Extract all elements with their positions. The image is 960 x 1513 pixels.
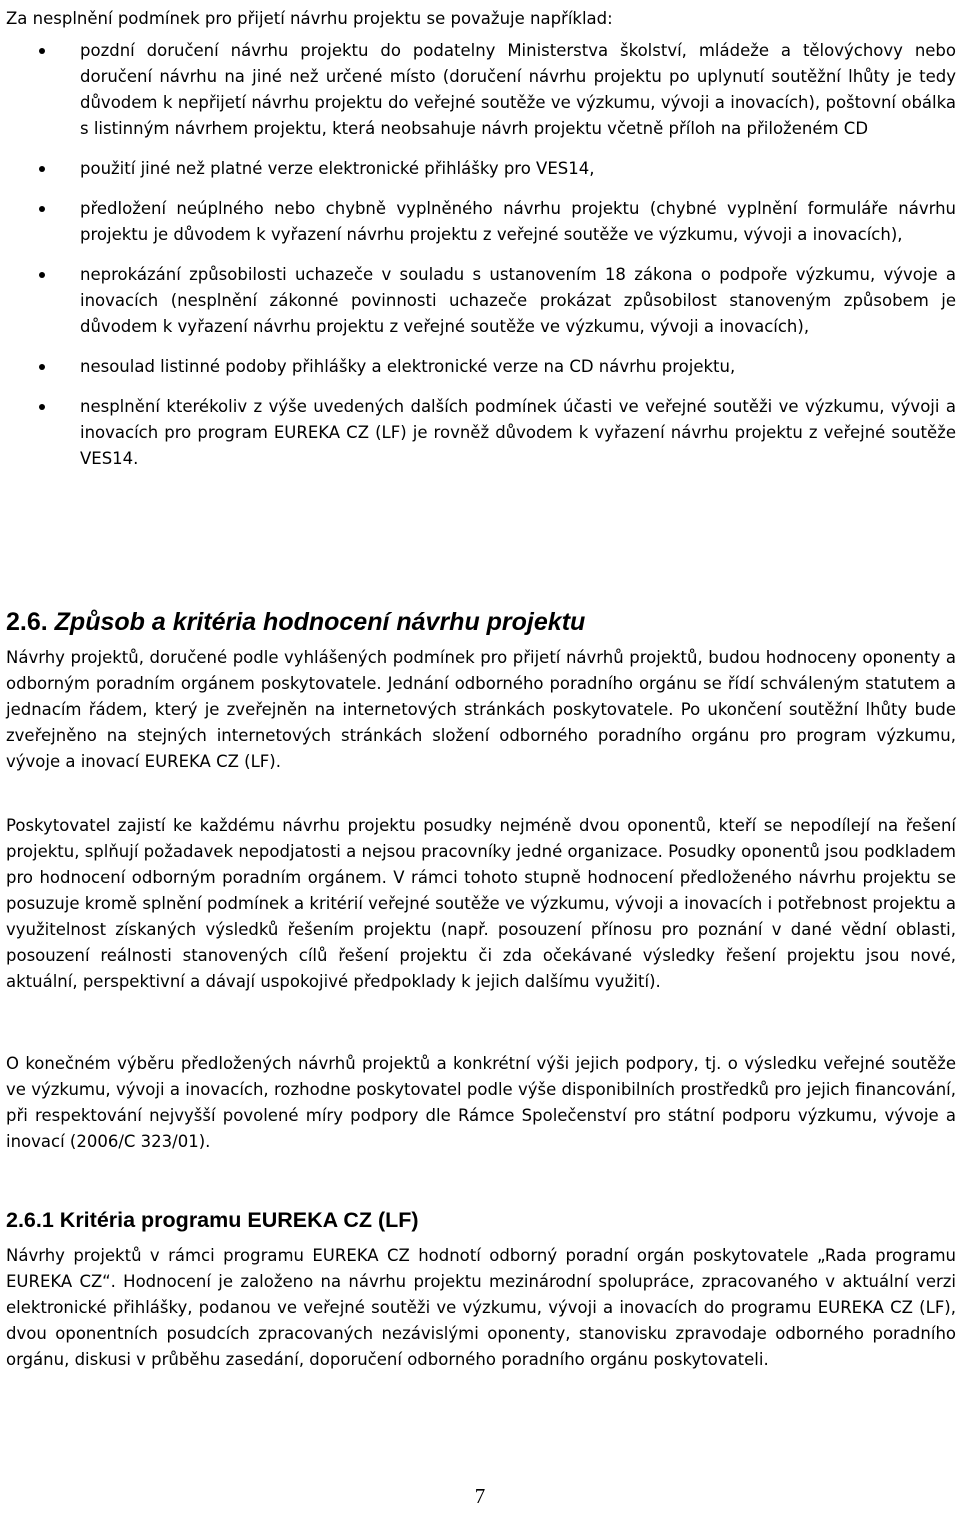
list-item: pozdní doručení návrhu projektu do podatelny Ministerstva školství, mládeže a tělovýchovy nebo doručení návrhu na jiné než určené místo (doručení návrhu projektu po uplynutí soutěžní lhůty je tedy důvodem k nepřijetí návrhu projektu do veřejné soutěže ve výzkumu, vývoji a inovacích), poštovní obálka s listinným návrhem projektu, která neobsahuje návrh projektu včetně příloh na přiloženém CD	[0, 38, 956, 142]
conditions-list	[0, 38, 956, 486]
list-item: použití jiné než platné verze elektronické přihlášky pro VES14,	[0, 156, 956, 182]
list-item: nesoulad listinné podoby přihlášky a elektronické verze na CD návrhu projektu,	[0, 354, 956, 380]
page-number: 7	[474, 1484, 486, 1508]
paragraph-evaluation: Návrhy projektů, doručené podle vyhlášených podmínek pro přijetí návrhů projektů, budou hodnoceny oponenty a odborným poradním orgánem poskytovatele. Jednání odborného poradního orgánu se řídí schváleným statutem a jednacím řádem, který je zveřejněn na internetových stránkách poskytovatele. Po ukončení soutěžní lhůty bude zveřejněno na stejných internetových stránkách složení odborného poradního orgánu pro program výzkumu, vývoje a inovací EUREKA CZ (LF).	[6, 648, 956, 771]
list-item: neprokázání způsobilosti uchazeče v souladu s ustanovením 18 zákona o podpoře výzkumu, vývoje a inovacích (nesplnění zákonné povinnosti uchazeče prokázat způsobilost stanoveným způsobem je důvodem k vyřazení návrhu projektu z veřejné soutěže ve výzkumu, vývoji a inovacích),	[0, 262, 956, 340]
subsection-heading: 2.6.1 Kritéria programu EUREKA CZ (LF)	[6, 1208, 419, 1232]
intro-text: Za nesplnění podmínek pro přijetí návrhu projektu se považuje například:	[6, 9, 613, 28]
section-title: Způsob a kritéria hodnocení návrhu projektu	[54, 608, 586, 636]
section-number: 2.6.	[6, 608, 48, 636]
paragraph-eureka-criteria: Návrhy projektů v rámci programu EUREKA CZ hodnotí odborný poradní orgán poskytovatele „Rada programu EUREKA CZ“. Hodnocení je založeno na návrhu projektu mezinárodní spolupráce, zpracovaného v aktuální verzi elektronické přihlášky, podanou ve veřejné soutěži ve výzkumu, vývoji a inovacích do programu EUREKA CZ (LF), dvou oponentních posudcích zpracovaných nezávislými oponenty, stanovisku zpravodaje odborného poradního orgánu, diskusi v průběhu zasedání, doporučení odborného poradního orgánu poskytovateli.	[6, 1246, 956, 1369]
paragraph-opponents: Poskytovatel zajistí ke každému návrhu projektu posudky nejméně dvou oponentů, kteří se nepodílejí na řešení projektu, splňují požadavek nepodjatosti a nejsou pracovníky jedné organizace. Posudky oponentů jsou podkladem pro hodnocení odborným poradním orgánem. V rámci tohoto stupně hodnocení předloženého návrhu projektu se posuzuje kromě splnění podmínek a kritérií veřejné soutěže ve výzkumu, vývoji a inovacích i potřebnost projektu a využitelnost získaných výsledků řešením projektu (např. posouzení přínosu pro poznání v dané vědní oblasti, posouzení reálnosti stanovených cílů řešení projektu či zda očekávané výsledky řešení projektu jsou nové, aktuální, perspektivní a dávají uspokojivé předpoklady k jejich dalšímu využití).	[6, 816, 956, 991]
list-item: předložení neúplného nebo chybně vyplněného návrhu projektu (chybné vyplnění formuláře návrhu projektu je důvodem k vyřazení návrhu projektu z veřejné soutěže ve výzkumu, vývoji a inovacích),	[0, 196, 956, 248]
paragraph-final-selection: O konečném výběru předložených návrhů projektů a konkrétní výši jejich podpory, tj. o výsledku veřejné soutěže ve výzkumu, vývoji a inovacích, rozhodne poskytovatel podle výše disponibilních prostředků pro jejich financování, při respektování nejvyšší povolené míry podpory dle Rámce Společenství pro státní podporu výzkumu, vývoje a inovací (2006/C 323/01).	[6, 1054, 956, 1151]
section-heading	[6, 605, 956, 639]
list-item: nesplnění kterékoliv z výše uvedených dalších podmínek účasti ve veřejné soutěži ve výzkumu, vývoji a inovacích pro program EUREKA CZ (LF) je rovněž důvodem k vyřazení návrhu projektu z veřejné soutěže VES14.	[0, 394, 956, 472]
